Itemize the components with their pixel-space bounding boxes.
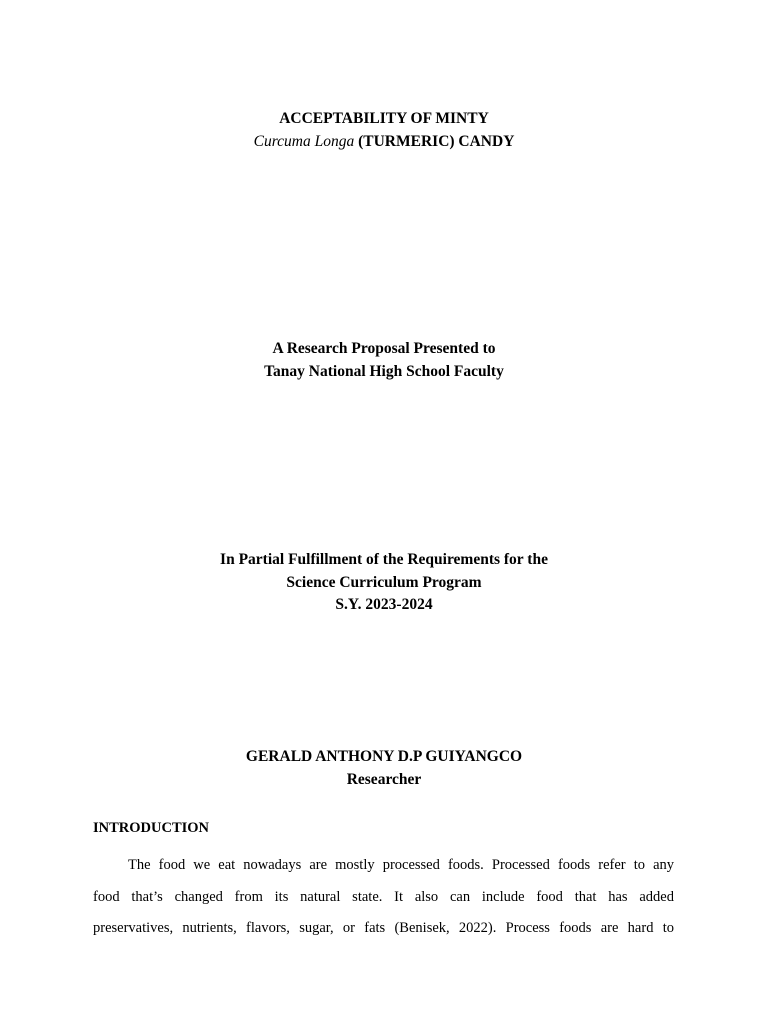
title-block bbox=[0, 108, 768, 153]
fulfillment-line-1: In Partial Fulfillment of the Requirements for the bbox=[220, 551, 548, 568]
paragraph-line: preservatives, nutrients, flavors, sugar, or fats (Benisek, 2022). Process foods are hard to bbox=[93, 920, 674, 936]
researcher-name: GERALD ANTHONY D.P GUIYANGCO bbox=[245, 748, 523, 765]
presented-line-1: A Research Proposal Presented to bbox=[272, 340, 496, 357]
paragraph-line: The food we eat nowadays are mostly processed foods. Processed foods refer to any bbox=[128, 857, 674, 873]
researcher-block bbox=[0, 746, 768, 791]
title-line-1: ACCEPTABILITY OF MINTY bbox=[279, 110, 489, 127]
researcher-role: Researcher bbox=[346, 770, 422, 788]
introduction-heading: INTRODUCTION bbox=[93, 820, 210, 836]
presented-block bbox=[0, 338, 768, 383]
title-line-2 bbox=[0, 131, 768, 154]
presented-line-2: Tanay National High School Faculty bbox=[264, 362, 504, 380]
introduction-paragraph bbox=[93, 850, 674, 945]
title-common-name: (TURMERIC) CANDY bbox=[358, 132, 515, 150]
fulfillment-line-2: Science Curriculum Program bbox=[286, 573, 482, 591]
title-scientific-name: Curcuma Longa bbox=[253, 132, 355, 150]
fulfillment-block bbox=[0, 549, 768, 617]
school-year: S.Y. 2023-2024 bbox=[335, 596, 433, 613]
paragraph-line: food that’s changed from its natural state. It also can include food that has added bbox=[93, 888, 674, 905]
